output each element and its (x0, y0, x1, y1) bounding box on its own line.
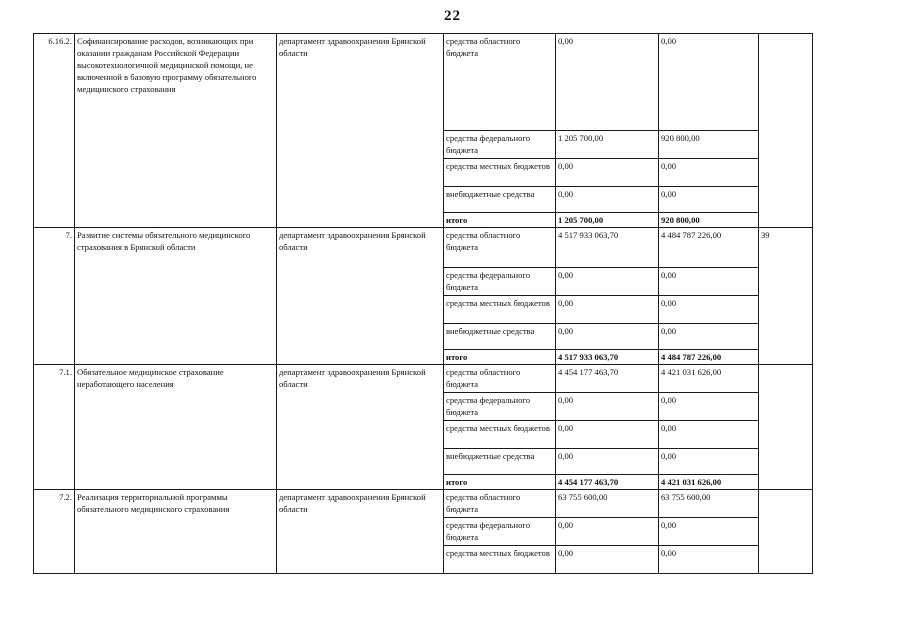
funding-source: итого (444, 475, 556, 490)
plan-value: 63 755 600,00 (556, 490, 659, 518)
funding-source: внебюджетные средства (444, 187, 556, 213)
funding-source: итого (444, 350, 556, 365)
funding-source: средства местных бюджетов (444, 296, 556, 324)
fact-value: 4 421 031 626,00 (659, 365, 759, 393)
plan-value: 0,00 (556, 518, 659, 546)
measure-name: Обязательное медицинское страхование неработающего населения (75, 365, 277, 490)
plan-value: 1 205 700,00 (556, 213, 659, 228)
plan-value: 0,00 (556, 393, 659, 421)
funding-source: средства местных бюджетов (444, 546, 556, 574)
funding-source: средства областного бюджета (444, 490, 556, 518)
fact-value: 0,00 (659, 268, 759, 296)
fact-value: 0,00 (659, 159, 759, 187)
fact-value: 0,00 (659, 324, 759, 350)
plan-value: 0,00 (556, 421, 659, 449)
funding-source: средства местных бюджетов (444, 159, 556, 187)
fact-value: 920 800,00 (659, 131, 759, 159)
table-row (34, 228, 813, 268)
fact-value: 4 484 787 226,00 (659, 228, 759, 268)
row-number: 7.1. (34, 365, 75, 490)
table-row (34, 365, 813, 393)
fact-value: 63 755 600,00 (659, 490, 759, 518)
extra-value (759, 365, 813, 490)
plan-value: 0,00 (556, 546, 659, 574)
funding-source: средства областного бюджета (444, 228, 556, 268)
row-number: 7.2. (34, 490, 75, 574)
measure-name: Развитие системы обязательного медицинского страхования в Брянской области (75, 228, 277, 365)
row-number: 7. (34, 228, 75, 365)
fact-value: 920 800,00 (659, 213, 759, 228)
fact-value: 4 484 787 226,00 (659, 350, 759, 365)
funding-source: внебюджетные средства (444, 449, 556, 475)
extra-value: 39 (759, 228, 813, 365)
measure-name: Софинансирование расходов, возникающих при оказании гражданам Российской Федерации высокотехнологичной медицинской помощи, не включенной в базовую программу обязательного медицинского страхования (75, 34, 277, 228)
budget-table (33, 33, 813, 574)
executor: департамент здравоохранения Брянской области (277, 490, 444, 574)
page-number: 22 (444, 8, 461, 24)
plan-value: 0,00 (556, 296, 659, 324)
fact-value: 0,00 (659, 421, 759, 449)
plan-value: 4 454 177 463,70 (556, 365, 659, 393)
funding-source: средства областного бюджета (444, 365, 556, 393)
table-row (34, 490, 813, 518)
plan-value: 0,00 (556, 268, 659, 296)
funding-source: средства федерального бюджета (444, 393, 556, 421)
plan-value: 4 517 933 063,70 (556, 350, 659, 365)
extra-value (759, 34, 813, 228)
executor: департамент здравоохранения Брянской области (277, 228, 444, 365)
fact-value: 0,00 (659, 393, 759, 421)
fact-value: 0,00 (659, 449, 759, 475)
extra-value (759, 490, 813, 574)
row-number: 6.16.2. (34, 34, 75, 228)
funding-source: средства областного бюджета (444, 34, 556, 131)
funding-source: итого (444, 213, 556, 228)
plan-value: 4 517 933 063,70 (556, 228, 659, 268)
plan-value: 0,00 (556, 324, 659, 350)
fact-value: 4 421 031 626,00 (659, 475, 759, 490)
funding-source: внебюджетные средства (444, 324, 556, 350)
executor: департамент здравоохранения Брянской области (277, 365, 444, 490)
plan-value: 0,00 (556, 159, 659, 187)
fact-value: 0,00 (659, 34, 759, 131)
fact-value: 0,00 (659, 187, 759, 213)
executor: департамент здравоохранения Брянской области (277, 34, 444, 228)
fact-value: 0,00 (659, 296, 759, 324)
funding-source: средства местных бюджетов (444, 421, 556, 449)
funding-source: средства федерального бюджета (444, 268, 556, 296)
funding-source: средства федерального бюджета (444, 131, 556, 159)
table-row (34, 34, 813, 131)
plan-value: 0,00 (556, 449, 659, 475)
plan-value: 1 205 700,00 (556, 131, 659, 159)
plan-value: 0,00 (556, 187, 659, 213)
funding-source: средства федерального бюджета (444, 518, 556, 546)
plan-value: 0,00 (556, 34, 659, 131)
fact-value: 0,00 (659, 518, 759, 546)
measure-name: Реализация территориальной программы обязательного медицинского страхования (75, 490, 277, 574)
fact-value: 0,00 (659, 546, 759, 574)
plan-value: 4 454 177 463,70 (556, 475, 659, 490)
